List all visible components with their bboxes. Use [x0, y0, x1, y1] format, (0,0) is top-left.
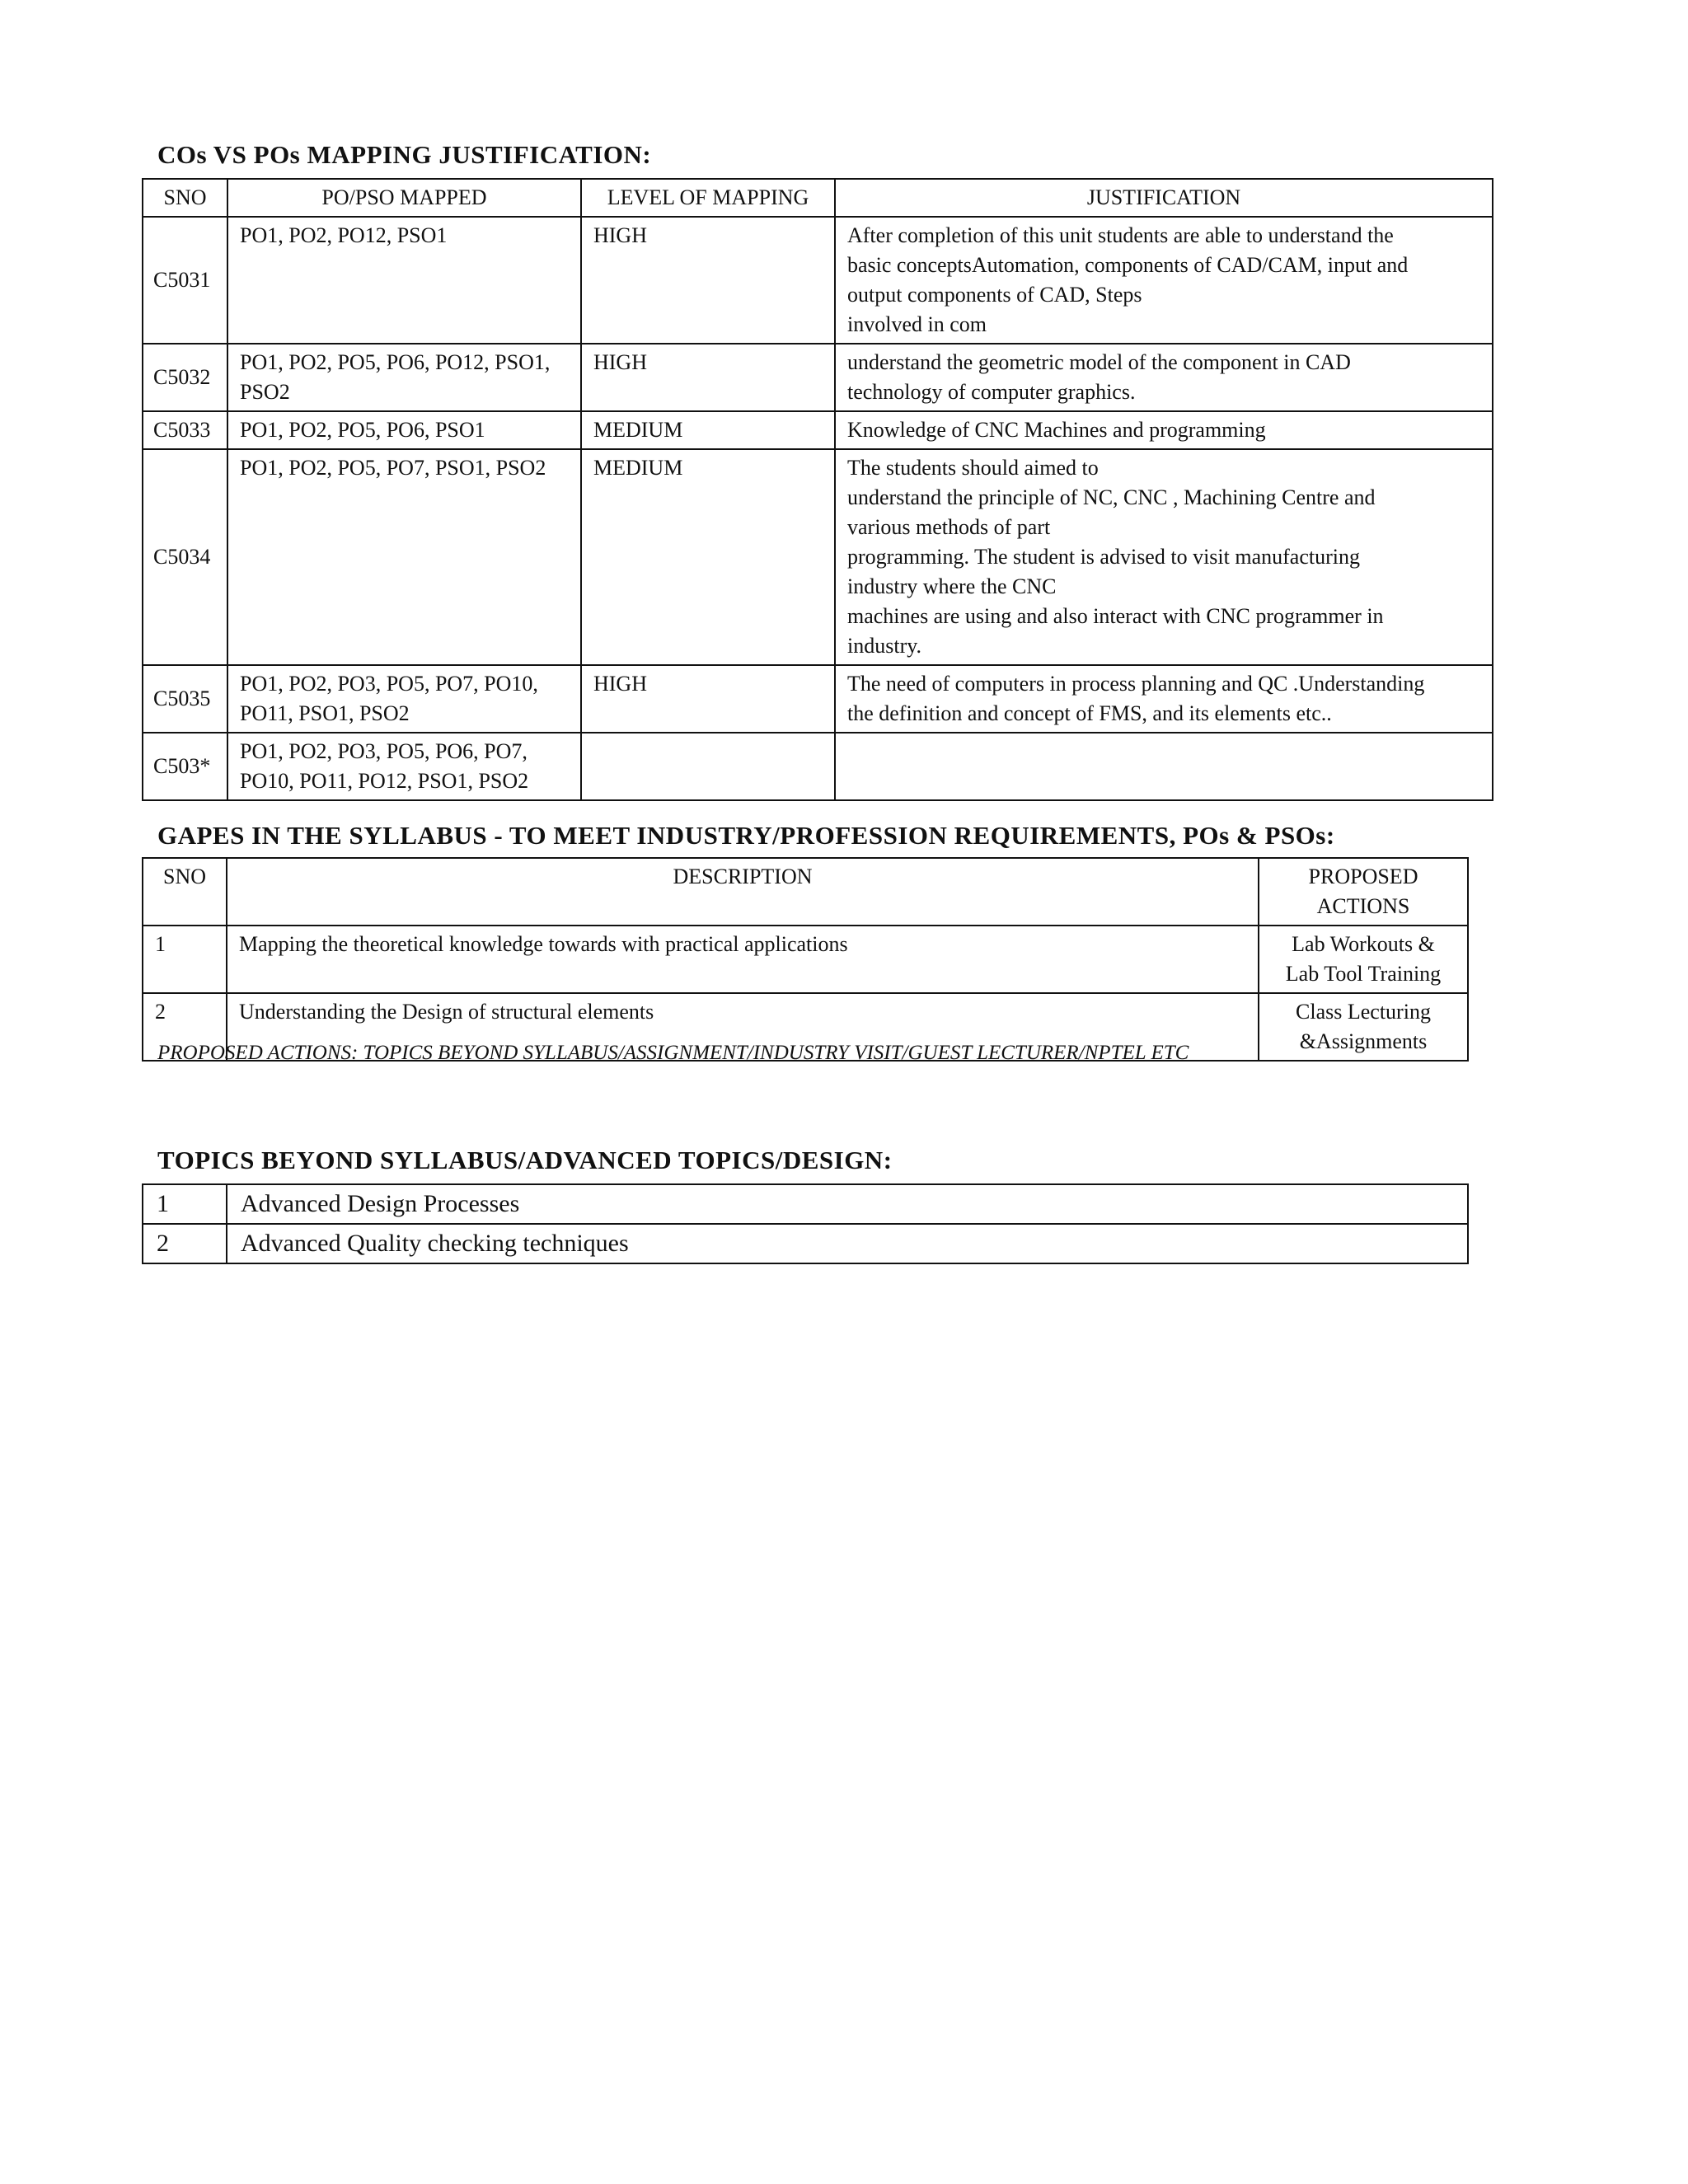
column-header-sno: SNO: [143, 858, 227, 926]
po-pso-cell: [227, 733, 581, 800]
justification-cell: [835, 665, 1493, 733]
gaps-heading: GAPES IN THE SYLLABUS - TO MEET INDUSTRY/PROFESSION REQUIREMENTS, POs & PSOs:: [157, 821, 1335, 850]
description-cell: Understanding the Design of structural elements: [227, 993, 1259, 1061]
topic-cell: Advanced Design Processes: [227, 1184, 1468, 1224]
topics-table: [142, 1183, 1469, 1264]
justification-line: Knowledge of CNC Machines and programming: [847, 418, 1266, 442]
justification-line: technology of computer graphics.: [847, 380, 1136, 404]
gaps-table: [142, 857, 1469, 1062]
table-row: [143, 1224, 1468, 1263]
justification-line: output components of CAD, Steps: [847, 283, 1142, 307]
sno-cell: C5035: [143, 665, 227, 733]
table-row: [143, 411, 1493, 449]
action-line: Lab Workouts &: [1292, 932, 1435, 956]
table-row: [143, 449, 1493, 665]
action-line: &Assignments: [1299, 1029, 1428, 1053]
description-cell: Mapping the theoretical knowledge towards with practical applications: [227, 926, 1259, 993]
header-line: PROPOSED: [1308, 865, 1418, 888]
sno-cell: C5031: [143, 217, 227, 344]
level-cell: MEDIUM: [581, 411, 835, 449]
level-cell: HIGH: [581, 344, 835, 411]
justification-line: The need of computers in process planning and QC .Understanding: [847, 672, 1425, 696]
justification-line: machines are using and also interact with CNC programmer in: [847, 604, 1384, 628]
topic-cell: Advanced Quality checking techniques: [227, 1224, 1468, 1263]
topics-heading: TOPICS BEYOND SYLLABUS/ADVANCED TOPICS/DESIGN:: [157, 1146, 893, 1174]
justification-line: industry.: [847, 634, 922, 658]
column-header-description: DESCRIPTION: [227, 858, 1259, 926]
mapping-header-row: [143, 179, 1493, 217]
justification-line: various methods of part: [847, 515, 1051, 539]
justification-line: programming. The student is advised to visit manufacturing: [847, 545, 1360, 569]
mapping-table: [142, 178, 1493, 801]
sno-cell: 2: [143, 993, 227, 1061]
level-cell: [581, 733, 835, 800]
table-row: [143, 217, 1493, 344]
proposed-actions-cell: [1259, 993, 1468, 1061]
po-pso-line: PO1, PO2, PO12, PSO1: [240, 223, 448, 247]
justification-cell: [835, 449, 1493, 665]
po-pso-line: PO1, PO2, PO3, PO5, PO7, PO10,: [240, 672, 538, 696]
justification-line: industry where the CNC: [847, 574, 1057, 598]
po-pso-cell: [227, 344, 581, 411]
column-header-proposed-actions: [1259, 858, 1468, 926]
proposed-actions-note: PROPOSED ACTIONS: TOPICS BEYOND SYLLABUS/ASSIGNMENT/INDUSTRY VISIT/GUEST LECTURER/NPTEL ETC: [157, 1042, 1189, 1064]
table-row: [143, 344, 1493, 411]
justification-line: The students should aimed to: [847, 456, 1099, 480]
justification-cell: [835, 344, 1493, 411]
po-pso-line: PO1, PO2, PO5, PO6, PSO1: [240, 418, 485, 442]
justification-cell: [835, 411, 1493, 449]
mapping-heading: COs VS POs MAPPING JUSTIFICATION:: [157, 140, 652, 169]
sno-cell: C5032: [143, 344, 227, 411]
action-line: Class Lecturing: [1296, 1000, 1431, 1024]
column-header-sno: SNO: [143, 179, 227, 217]
level-cell: HIGH: [581, 217, 835, 344]
column-header-po-pso-mapped: PO/PSO MAPPED: [227, 179, 581, 217]
sno-cell: 1: [143, 926, 227, 993]
justification-line: involved in com: [847, 312, 987, 336]
po-pso-cell: [227, 411, 581, 449]
po-pso-cell: [227, 217, 581, 344]
table-row: [143, 733, 1493, 800]
po-pso-cell: [227, 449, 581, 665]
po-pso-line: PO1, PO2, PO3, PO5, PO6, PO7,: [240, 739, 528, 763]
sno-cell: C5033: [143, 411, 227, 449]
sno-cell: 1: [143, 1184, 227, 1224]
action-line: Lab Tool Training: [1285, 962, 1442, 986]
level-cell: MEDIUM: [581, 449, 835, 665]
po-pso-line: PO1, PO2, PO5, PO7, PSO1, PSO2: [240, 456, 546, 480]
po-pso-line: PO1, PO2, PO5, PO6, PO12, PSO1,: [240, 350, 551, 374]
level-cell: HIGH: [581, 665, 835, 733]
po-pso-line: PO11, PSO1, PSO2: [240, 701, 410, 725]
po-pso-cell: [227, 665, 581, 733]
justification-line: After completion of this unit students are able to understand the: [847, 223, 1394, 247]
table-row: [143, 1184, 1468, 1224]
column-header-level-of-mapping: LEVEL OF MAPPING: [581, 179, 835, 217]
justification-cell: [835, 733, 1493, 800]
sno-cell: C503*: [143, 733, 227, 800]
justification-line: understand the principle of NC, CNC , Machining Centre and: [847, 485, 1376, 509]
justification-cell: [835, 217, 1493, 344]
table-row: [143, 926, 1468, 993]
table-row: [143, 665, 1493, 733]
column-header-justification: JUSTIFICATION: [835, 179, 1493, 217]
justification-line: the definition and concept of FMS, and its elements etc..: [847, 701, 1332, 725]
justification-line: understand the geometric model of the component in CAD: [847, 350, 1351, 374]
proposed-actions-cell: [1259, 926, 1468, 993]
sno-cell: 2: [143, 1224, 227, 1263]
gaps-header-row: [143, 858, 1468, 926]
po-pso-line: PO10, PO11, PO12, PSO1, PSO2: [240, 769, 529, 793]
po-pso-line: PSO2: [240, 380, 290, 404]
justification-line: basic conceptsAutomation, components of CAD/CAM, input and: [847, 253, 1409, 277]
header-line: ACTIONS: [1316, 894, 1410, 918]
sno-cell: C5034: [143, 449, 227, 665]
